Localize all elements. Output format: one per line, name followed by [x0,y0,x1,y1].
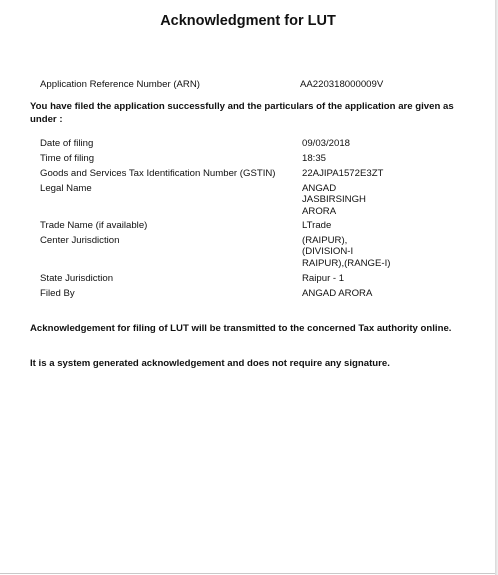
detail-value-line: 18:35 [302,152,327,164]
detail-value [302,183,422,218]
intro-text: You have filed the application successfully and the particulars of the application are given as under : [30,101,454,125]
detail-label: Legal Name [40,182,92,194]
detail-label: Time of filing [40,152,95,164]
detail-value-line: LTrade [302,219,332,231]
detail-value-line: JASBIRSINGH [302,194,366,206]
detail-label: Trade Name (if available) [40,219,148,231]
detail-value-line: ARORA [302,205,337,217]
page-title: Acknowledgment for LUT [160,13,336,29]
system-generated-note: It is a system generated acknowledgement and does not require any signature. [30,358,390,369]
arn-label: Application Reference Number (ARN) [40,79,200,90]
detail-value-line: ANGAD [302,182,337,194]
detail-value-line: RAIPUR),(RANGE-I) [302,257,391,269]
detail-value-line: (RAIPUR), [302,234,348,246]
detail-value [302,138,422,150]
detail-label: Center Jurisdiction [40,234,120,246]
detail-value-line: (DIVISION-I [302,246,354,258]
detail-value-line: 09/03/2018 [302,138,351,149]
detail-label: Date of filing [40,138,94,149]
transmit-note: Acknowledgement for filing of LUT will be transmitted to the concerned Tax authority online. [30,323,452,334]
arn-value: AA220318000009V [300,79,384,90]
detail-value-line: 22AJIPA1572E3ZT [302,167,384,179]
detail-value [302,235,422,270]
detail-value-line: ANGAD ARORA [302,287,373,299]
detail-label: Goods and Services Tax Identification Number (GSTIN) [40,167,276,179]
detail-value [302,153,422,165]
detail-value [302,273,422,285]
detail-value-line: Raipur - 1 [302,272,345,284]
detail-value [302,288,422,300]
detail-label: Filed By [40,287,75,299]
detail-value [302,168,422,180]
detail-value [302,220,422,232]
detail-label: State Jurisdiction [40,272,114,284]
